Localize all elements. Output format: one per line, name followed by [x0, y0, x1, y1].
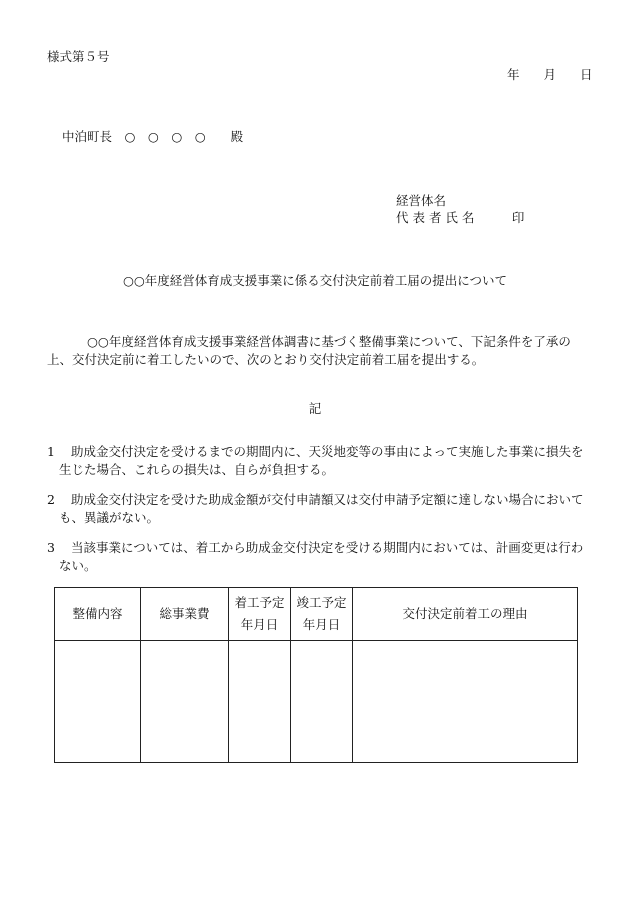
condition-continuation: 生じた場合、これらの損失は、自らが負担する。 — [59, 461, 335, 477]
table-row — [55, 641, 578, 763]
sender-block — [396, 192, 524, 226]
header-total-cost: 総事業費 — [141, 588, 229, 641]
representative-label: 代 表 者 氏 名 印 — [396, 210, 525, 225]
date-month: 月 — [543, 67, 556, 82]
table-header-row — [55, 588, 578, 641]
condition-text: 助成金交付決定を受けた助成金額が交付申請額又は交付申請予定額に達しない場合において — [71, 492, 584, 507]
condition-number: 2 — [47, 492, 55, 507]
condition-text: 当該事業については、着工から助成金交付決定を受ける期間内においては、計画変更は行わ — [71, 540, 584, 555]
condition-number: 1 — [47, 444, 55, 459]
date-year: 年 — [507, 67, 520, 82]
cell-total-cost[interactable] — [141, 641, 229, 763]
ki-heading: 記 — [308, 401, 322, 416]
condition-continuation: も、異議がない。 — [59, 509, 160, 525]
cell-completion-date[interactable] — [291, 641, 353, 763]
form-number: 様式第５号 — [47, 49, 110, 64]
header-reason: 交付決定前着工の理由 — [353, 588, 578, 641]
header-start-date: 着工予定 年月日 — [229, 588, 291, 641]
cell-reason[interactable] — [353, 641, 578, 763]
condition-item — [47, 539, 592, 574]
cell-start-date[interactable] — [229, 641, 291, 763]
addressee: 中泊町長 ○ ○ ○ ○ 殿 — [62, 129, 244, 144]
cell-work-content[interactable] — [55, 641, 141, 763]
condition-item — [47, 443, 592, 478]
date-day: 日 — [579, 67, 593, 82]
header-completion-date: 竣工予定 年月日 — [291, 588, 353, 641]
condition-text: 助成金交付決定を受けるまでの期間内に、天災地変等の事由によって実施した事業に損失を — [71, 444, 584, 459]
condition-continuation: ない。 — [59, 557, 97, 573]
construction-table — [54, 587, 578, 763]
body-paragraph: ○○年度経営体育成支援事業経営体調書に基づく整備事業について、下記条件を了承の上、交付決定前に着工したいので、次のとおり交付決定前着工届を提出する。 — [47, 334, 571, 367]
condition-item — [47, 491, 592, 526]
condition-number: 3 — [47, 540, 55, 555]
date-line — [507, 65, 592, 83]
header-work-content: 整備内容 — [55, 588, 141, 641]
entity-name-label: 経営体名 — [396, 193, 447, 208]
document-title: ○○年度経営体育成支援事業に係る交付決定前着工届の提出について — [122, 273, 508, 288]
